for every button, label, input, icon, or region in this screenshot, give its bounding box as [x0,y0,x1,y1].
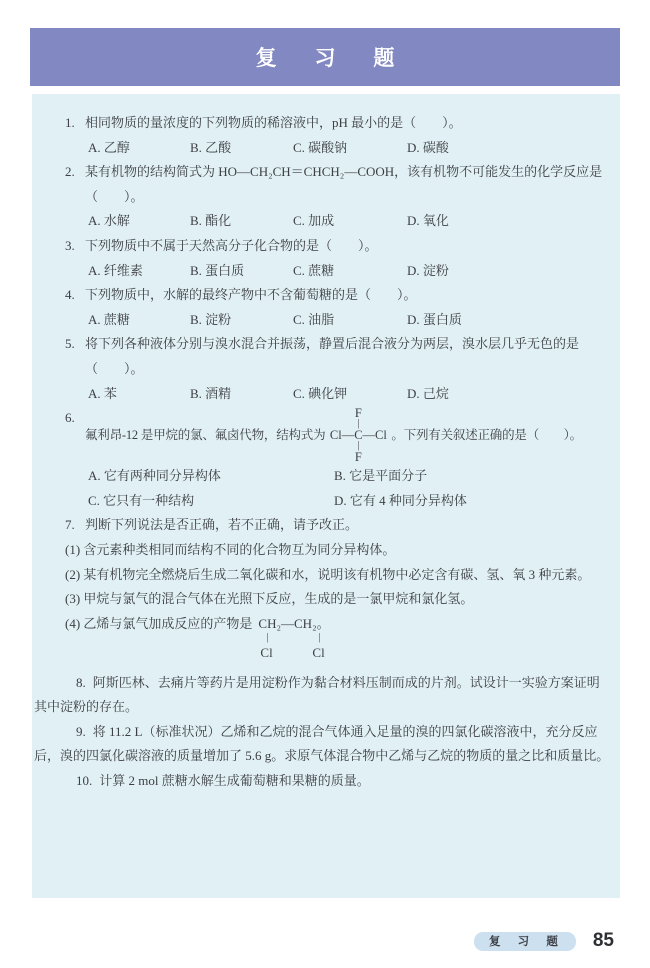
questions-panel [32,94,620,898]
question-3-options [32,259,620,284]
page-title: 复 习 题 [255,47,411,70]
question-4 [32,283,620,308]
question-6-options-row-1 [32,464,620,489]
question-5-option-b: B. 酒精 [190,385,232,401]
bond-line-icon: | [357,418,360,430]
question-7-number: 7. [65,517,75,533]
question-1 [32,111,620,136]
question-10-number: 10. [76,773,93,789]
freon-structural-formula [327,406,389,464]
question-6-number: 6. [65,410,75,426]
question-7-item-1: (1) 含元素种类相同而结构不同的化合物互为同分异构体。 [65,541,396,557]
question-5-option-a: A. 苯 [88,385,117,401]
question-3-option-d: D. 淀粉 [407,262,449,278]
question-2 [32,160,620,209]
question-5 [32,332,620,381]
question-1-option-b: B. 乙酸 [190,139,232,155]
question-2-number: 2. [65,164,75,180]
question-3 [32,234,620,259]
question-6-option-a: A. 它有两种同分异构体 [88,468,221,484]
question-6-line [85,406,614,464]
dichloroethane-structural-formula [258,615,374,671]
question-1-text: 相同物质的量浓度的下列物质的稀溶液中，pH 最小的是（ ）。 [85,115,462,130]
question-5-option-d: D. 己烷 [407,385,449,401]
question-7-item-2: (2) 某有机物完全燃烧后生成二氧化碳和水，说明该有机物中必定含有碳、氢、氧 3 种元素。 [65,566,591,582]
question-10-text: 计算 2 mol 蔗糖水解生成葡萄糖和果糖的质量。 [99,773,370,789]
page-footer [474,930,614,952]
formula-fluorine-top: F [354,406,362,421]
question-2-option-c: C. 加成 [293,213,335,229]
bond-line-icon: | [266,631,269,643]
section-header-banner [30,28,620,86]
question-6-option-d: D. 它有 4 种同分异构体 [334,492,467,508]
question-1-option-c: C. 碳酸钠 [293,139,348,155]
question-3-option-a: A. 纤维素 [88,262,143,278]
question-7-item-3: (3) 甲烷与氯气的混合气体在光照下反应，生成的是一氯甲烷和氯化氢。 [65,591,474,607]
question-1-options [32,136,620,161]
question-3-text: 下列物质中不属于天然高分子化合物的是（ ）。 [85,237,378,253]
question-6-options-row-2 [32,489,620,514]
page-number: 85 [592,930,614,951]
question-6-text-after: 。下列有关叙述正确的是（ ）。 [391,427,582,442]
question-1-option-a: A. 乙醇 [88,139,130,155]
question-10 [32,769,620,794]
question-9-number: 9. [76,723,86,739]
formula-fluorine-bottom: F [354,450,362,465]
question-2-option-b: B. 酯化 [190,213,232,229]
question-4-option-c: C. 油脂 [293,311,335,327]
question-5-options [32,382,620,407]
question-3-number: 3. [65,237,75,253]
question-4-text: 下列物质中，水解的最终产物中不含葡萄糖的是（ ）。 [85,287,417,303]
question-3-option-b: B. 蛋白质 [190,262,245,278]
question-2-options [32,209,620,234]
bond-line-icon: | [318,631,321,643]
question-7-item-4-label: (4) 乙烯与氯气加成反应的产物是 [65,615,253,631]
question-9 [32,720,620,769]
question-5-option-c: C. 碘化钾 [293,385,348,401]
question-7 [32,513,620,538]
formula-top-row: CH₂—CH₂。 [258,615,330,631]
question-4-option-d: D. 蛋白质 [407,311,462,327]
question-9-text: 将 11.2 L（标准状况）乙烯和乙烷的混合气体通入足量的溴的四氯化碳溶液中，充分反应后，溴的四氯化碳溶液的质量增加了 5.6 g。求原气体混合物中乙烯与乙烷的物质的量之比和质量比。 [34,723,610,764]
question-6 [32,406,620,464]
question-6-option-b: B. 它是平面分子 [334,468,428,484]
formula-middle-row: Cl—C—Cl [329,428,387,443]
question-6-text-before: 氟利昂-12 是甲烷的氯、氟卤代物，结构式为 [85,427,326,442]
question-8-text: 阿斯匹林、去痛片等药片是用淀粉作为黏合材料压制而成的片剂。试设计一实验方案证明其中淀粉的存在。 [34,674,600,715]
bond-line-icon: | [357,440,360,452]
question-5-number: 5. [65,336,75,352]
question-8 [32,671,620,720]
question-4-option-b: B. 淀粉 [190,311,232,327]
question-7-item-4 [32,612,620,671]
question-8-number: 8. [76,674,86,690]
formula-chlorine-left: Cl [260,644,273,660]
question-5-text: 将下列各种液体分别与溴水混合并振荡，静置后混合液分为两层，溴水层几乎无色的是（ ）。 [85,336,580,376]
question-1-option-d: D. 碳酸 [407,139,449,155]
formula-chlorine-right: Cl [312,644,325,660]
footer-section-label: 复 习 题 [474,932,576,951]
question-3-option-c: C. 蔗糖 [293,262,335,278]
question-4-number: 4. [65,287,75,303]
question-4-option-a: A. 蔗糖 [88,311,130,327]
question-4-options [32,308,620,333]
question-7-text: 判断下列说法是否正确，若不正确，请予改正。 [85,517,359,533]
question-2-option-a: A. 水解 [88,213,130,229]
question-2-text: 某有机物的结构简式为 HO—CH₂CH＝CHCH₂—COOH，该有机物不可能发生的化学反应是（ ）。 [85,164,603,204]
question-2-option-d: D. 氧化 [407,213,449,229]
question-1-number: 1. [65,115,75,130]
question-6-option-c: C. 它只有一种结构 [88,492,195,508]
